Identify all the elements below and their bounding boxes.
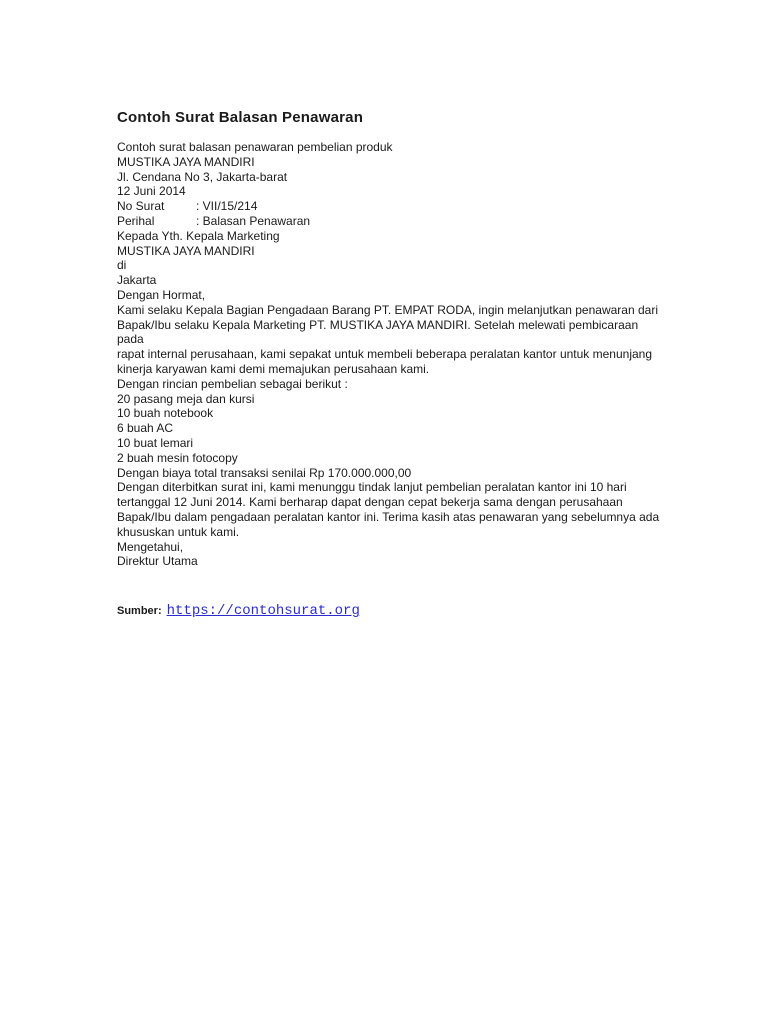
letter-line: Kami selaku Kepala Bagian Pengadaan Barang PT. EMPAT RODA, ingin melanjutkan penawaran dari — [117, 302, 658, 317]
page-title: Contoh Surat Balasan Penawaran — [117, 109, 364, 126]
letter-content — [117, 109, 662, 619]
letter-line: Dengan Hormat, — [117, 287, 206, 302]
source-row — [117, 603, 662, 619]
letter-line: di — [117, 258, 127, 273]
letter-line: MUSTIKA JAYA MANDIRI — [117, 243, 255, 258]
letter-line: Jl. Cendana No 3, Jakarta-barat — [117, 169, 288, 184]
field-label: No Surat — [117, 199, 165, 214]
letter-line: rapat internal perusahaan, kami sepakat untuk membeli beberapa peralatan kantor untuk menunjang — [117, 347, 653, 362]
field-value: : VII/15/214 — [196, 199, 258, 214]
letter-line: 10 buah notebook — [117, 406, 214, 421]
letter-line: Dengan diterbitkan surat ini, kami menunggu tindak lanjut pembelian peralatan kantor ini 10 hari — [117, 480, 627, 495]
letter-line: 2 buah mesin fotocopy — [117, 450, 238, 465]
source-label: Sumber: — [117, 605, 162, 618]
letter-line: kinerja karyawan kami demi memajukan perusahaan kami. — [117, 361, 430, 376]
letter-line: MUSTIKA JAYA MANDIRI — [117, 154, 255, 169]
letter-line: 12 Juni 2014 — [117, 184, 186, 199]
letter-line: khususkan untuk kami. — [117, 524, 240, 539]
letter-line: Dengan rincian pembelian sebagai berikut : — [117, 376, 348, 391]
letter-line: 10 buat lemari — [117, 435, 194, 450]
letter-field-row — [117, 199, 662, 214]
letter-line: Kepada Yth. Kepala Marketing — [117, 228, 280, 243]
field-label: Perihal — [117, 213, 155, 228]
letter-field-row — [117, 214, 662, 229]
letter-line: Mengetahui, — [117, 539, 184, 554]
letter-line: Direktur Utama — [117, 554, 198, 569]
letter-line: tertanggal 12 Juni 2014. Kami berharap dapat dengan cepat bekerja sama dengan perusahaan — [117, 495, 623, 510]
source-link[interactable]: https://contohsurat.org — [166, 603, 360, 620]
letter-line: Bapak/Ibu selaku Kepala Marketing PT. MUSTIKA JAYA MANDIRI. Setelah melewati pembicaraan pada — [117, 317, 642, 347]
letter-line: 20 pasang meja dan kursi — [117, 391, 255, 406]
letter-line: Contoh surat balasan penawaran pembelian produk — [117, 140, 393, 154]
letter-line: Dengan biaya total transaksi senilai Rp 170.000.000,00 — [117, 465, 412, 480]
letter-line: Jakarta — [117, 273, 157, 288]
letter-line: Bapak/Ibu dalam pengadaan peralatan kantor ini. Terima kasih atas penawaran yang sebelumnya ada — [117, 509, 660, 524]
letter-line: 6 buah AC — [117, 421, 174, 436]
field-value: : Balasan Penawaran — [196, 213, 311, 228]
